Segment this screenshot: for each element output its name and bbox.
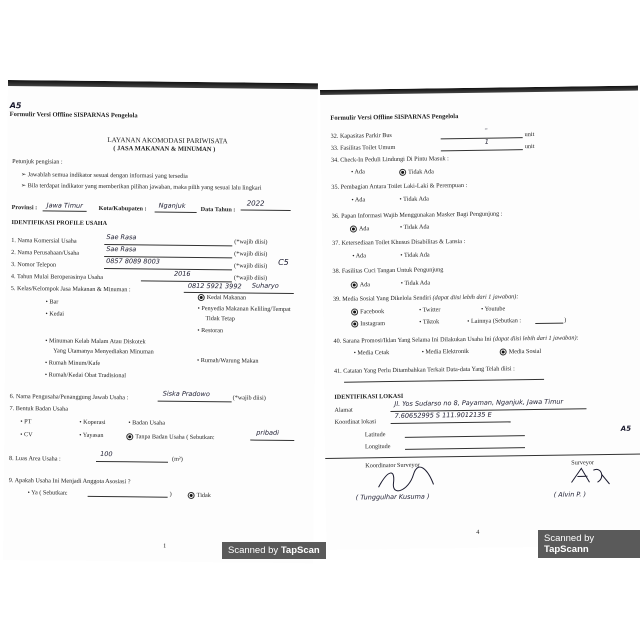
field-label: 1. Nama Komersial Usaha (11, 237, 77, 245)
form-header: Formulir Versi Offline SISPARNAS Pengelola (9, 111, 138, 120)
assoc-yes-option: • Ya ( Sebutkan: (27, 489, 68, 497)
field-value: Sae Rasa (106, 245, 137, 254)
assoc-label: 9. Apakah Usaha Ini Menjadi Anggota Asosiasi ? (8, 477, 131, 486)
scan-edge (320, 86, 638, 95)
field-label: 3. Nomor Telepon (11, 261, 57, 269)
scan-watermark: Scanned by TapScan (222, 542, 326, 559)
latitude-label: Latitude (364, 431, 386, 439)
page-number: 4 (476, 528, 480, 536)
category-option: Yang Utamanya Menyediakan Minuman (53, 347, 154, 356)
q40-option-selected: Media Sosial (500, 348, 542, 356)
category-option: • Rumah/Warung Makan (197, 356, 259, 365)
category-option: • Penyedia Makanan Keliling/Tempat (197, 304, 291, 313)
instruction-item: ➢ Bila terdapat indikator yang memberikan pilihan jawaban, maka pilih yang sesuai lalu lingkari (20, 182, 262, 192)
entity-option-selected: Tanpa Badan Usaha ( Sebutkan: (126, 433, 214, 441)
q32-value: – (484, 124, 488, 133)
field-label: 2. Nama Perusahaan/Usaha (11, 249, 80, 257)
surveyor-name: ( Alvin P. ) (553, 490, 587, 499)
field-suffix: (*wajib diisi) (234, 262, 268, 270)
q34-option-yes: • Ada (351, 168, 365, 176)
area-value: 100 (100, 449, 113, 459)
q39-option-selected: Instagram (351, 320, 385, 328)
q33-value: 1 (484, 137, 489, 146)
q32-unit: unit (524, 131, 535, 139)
form-title: LAYANAN AKOMODASI PARIWISATA (107, 136, 228, 146)
q37-option-yes: • Ada (352, 252, 367, 260)
category-option: • Rumah Minum/Kafe (45, 359, 101, 367)
question-33: 33. Fasilitas Toilet Umum (330, 143, 396, 152)
assoc-no-option-selected: Tidak (188, 492, 211, 499)
category-option-selected: Kedai Makanan (198, 294, 246, 302)
year-label: Data Tahun : (200, 206, 236, 214)
question-37: 37. Ketersediaan Toilet Khusus Disabilitas & Lansia : (332, 237, 466, 247)
entity-option: • Badan Usaha (128, 419, 165, 427)
left-document-page: A5 Formulir Versi Offline SISPARNAS Pengelola LAYANAN AKOMODASI PARIWISATA ( JASA MAKANAN & MINUMAN ) Petunjuk pengisian : ➢ Jawablah semua indikator sesuai dengan informasi yang tersedia ➢ Bila terdapat indikator yang memberikan pilihan jawaban, maka pilih yang sesuai lalu lingkari Provinsi : Jawa Timur Kota/Kabupaten : Nganjuk Data Tahun : 2022 IDENTIFIKASI PROFILE USAHA 1. Nama Komersial Usaha Sae Rasa (*wajib diisi) 2. Nama Perusahaan/Usaha Sae Rasa (*wajib diisi) 3. Nomor Telepon 0857 8089 8003 (*wajib diisi) C5 4. Tahun Mulai Beroperasinya Usaha 2016 (*wajib diisi) 5. Kelas/Kelompok Jasa Makanan & Minuman : 0812 5921 3992 Suharyo • Bar • Kedai • Minuman Kelab Malam Atau Diskotek Yang Utamanya Menyediakan Minuman • Rumah Minum/Kafe • Rumah/Kedai Obat Tradisional Kedai Makanan • Penyedia Makanan Keliling/Tempat Tidak Tetap • Restoran • Rumah/Warung Makan 6. Nama Pengusaha/Penanggung Jawab Usaha : Siska Pradowo (*wajib diisi) 7. Bentuk Badan Usaha • PT • Koperasi • Badan Usaha • CV • Yayasan Tanpa Badan Usaha ( Sebutkan: pribadi 8. Luas Area Usaha : 100 (m²) 9. Apakah Usaha Ini Menjadi Anggota Asosiasi ? • Ya ( Sebutkan: ) Tidak 1 (3, 80, 318, 563)
pic-label: 6. Nama Pengusaha/Penanggung Jawab Usaha : (9, 393, 129, 402)
province-value: Jawa Timur (46, 201, 83, 210)
field-value: 2016 (173, 269, 191, 278)
coordinate-value: 7.60652995 S 111.9012135 E (394, 410, 492, 420)
right-document-page: Formulir Versi Offline SISPARNAS Pengelola 32. Kapasitas Parkir Bus – unit 33. Fasilitas Toilet Umum 1 unit 34. Check-In Peduli Lindungi Di Pintu Masuk : • Ada Tidak Ada 35. Pembagian Antara Toilet Laki-Laki & Perempuan : • Ada • Tidak Ada 36. Papan Informasi Wajib Menggunakan Masker Bagi Pengunjung : Ada • Tidak Ada 37. Ketersediaan Toilet Khusus Disabilitas & Lansia : • Ada • Tidak Ada 38. Fasilitas Cuci Tangan Untuk Pengunjung Ada • Tidak Ada 39. Media Sosial Yang Dikelola Sendiri (dapat diisi lebih dari 1 jawaban): Facebook • Twitter • Youtube Instagram • Tiktok • Lainnya (Sebutkan : ) 40. Sarana Promosi/Iklan Yang Selama Ini Dilakukan Usaha Ini (dapat diisi lebih dari 1 jawaban): • Media Cetak • Media Elektronik Media Sosial 41. Catatan Yang Perlu Ditambahkan Terkait Data-data Yang Telah diisi : IDENTIFIKASI LOKASI Alamat Jl. Yos Sudarso no 8, Payaman, Nganjuk, Jawa Timur Koordinat lokasi 7.60652995 S 111.9012135 E Latitude Longitude A5 Koordinator Surveyor ( Tunggulhar Kusuma ) Surveyor ( Alvin P. ) 4 (320, 86, 640, 550)
question-34: 34. Check-In Peduli Lindungi Di Pintu Masuk : (330, 155, 449, 164)
category-label: 5. Kelas/Kelompok Jasa Makanan & Minuman : (10, 285, 131, 294)
coordinator-label: Koordinator Surveyor (365, 461, 420, 470)
q39-option-selected: Facebook (351, 308, 384, 316)
surveyor-signature (565, 464, 615, 489)
entity-option: • Yayasan (79, 431, 104, 440)
category-option: • Rumah/Kedai Obat Tradisional (44, 371, 127, 380)
corner-mark: A5 (9, 101, 22, 111)
city-label: Kota/Kabupaten : (98, 204, 147, 213)
q38-option-no: • Tidak Ada (400, 279, 431, 287)
q39-option: • Lainnya (Sebutkan : (467, 317, 522, 325)
coordinate-label: Koordinat lokasi (334, 418, 377, 426)
field-value: 0857 8089 8003 (106, 257, 160, 266)
q36-option-yes-selected: Ada (350, 225, 369, 232)
question-41: 41. Catatan Yang Perlu Ditambahkan Terkait Data-data Yang Telah diisi : (333, 365, 515, 375)
q38-option-yes-selected: Ada (351, 281, 370, 288)
coordinator-signature (373, 466, 443, 493)
entity-option: • Koperasi (79, 418, 106, 427)
area-unit: (m²) (172, 455, 183, 463)
coordinator-name: ( Tunggulhar Kusuma ) (355, 492, 430, 502)
entity-option: • PT (20, 418, 32, 426)
city-value: Nganjuk (158, 201, 186, 210)
entity-other-value: pribadi (256, 428, 280, 437)
field-suffix: (*wajib diisi) (234, 250, 268, 258)
section-title: IDENTIFIKASI PROFILE USAHA (11, 219, 108, 228)
category-option: • Bar (45, 298, 59, 306)
area-label: 8. Luas Area Usaha : (8, 455, 61, 463)
q40-option: • Media Cetak (353, 349, 390, 357)
scan-watermark: Scanned by TapScann (538, 530, 640, 558)
category-phone-note: Suharyo (251, 281, 279, 290)
q34-option-no-selected: Tidak Ada (399, 168, 434, 176)
form-subtitle: ( JASA MAKANAN & MINUMAN ) (113, 145, 216, 154)
instruction-item: ➢ Jawablah semua indikator sesuai dengan informasi yang tersedia (20, 171, 188, 180)
category-option: • Kedai (45, 310, 65, 318)
entity-option: • CV (20, 431, 33, 439)
question-39: 39. Media Sosial Yang Dikelola Sendiri (dapat diisi lebih dari 1 jawaban): (332, 293, 519, 303)
q39-option: • Twitter (419, 306, 441, 314)
longitude-label: Longitude (364, 443, 391, 451)
address-label: Alamat (334, 406, 353, 414)
instructions-label: Petunjuk pengisian : (12, 158, 63, 166)
field-label: 4. Tahun Mulai Beroperasinya Usaha (10, 273, 104, 282)
category-option: Tidak Tetap (205, 315, 235, 323)
question-35: 35. Pembagian Antara Toilet Laki-Laki & Perempuan : (331, 181, 468, 191)
question-40: 40. Sarana Promosi/Iklan Yang Selama Ini Dilakukan Usaha Ini (dapat diisi lebih dari 1 jawaban): (333, 334, 579, 345)
location-section-title: IDENTIFIKASI LOKASI (334, 392, 404, 401)
q35-option-no: • Tidak Ada (399, 195, 429, 203)
scan-edge (8, 80, 318, 89)
page-number: 1 (163, 542, 167, 550)
q40-option: • Media Elektronik (421, 347, 469, 356)
field-suffix: (*wajib diisi) (233, 274, 268, 282)
q39-option: • Tiktok (419, 318, 440, 326)
year-value: 2022 (246, 199, 265, 208)
surveyor-label: Surveyor (571, 459, 594, 467)
phone-note: C5 (278, 257, 289, 267)
address-value: Jl. Yos Sudarso no 8, Payaman, Nganjuk, Jawa Timur (394, 397, 564, 408)
entity-label: 7. Bentuk Badan Usaha (9, 405, 69, 413)
category-option: • Restoran (197, 326, 224, 335)
question-32: 32. Kapasitas Parkir Bus (330, 132, 392, 140)
q35-option-yes: • Ada (351, 196, 366, 204)
corner-mark: A5 (620, 424, 632, 433)
field-value: Sae Rasa (106, 233, 137, 242)
field-suffix: (*wajib diisi) (234, 238, 268, 246)
q39-option: • Youtube (481, 305, 506, 313)
pic-suffix: (*wajib diisi) (232, 394, 266, 402)
form-header: Formulir Versi Offline SISPARNAS Pengelola (330, 113, 459, 122)
province-label: Provinsi : (11, 204, 38, 212)
question-36: 36. Papan Informasi Wajib Menggunakan Masker Bagi Pengunjung : (331, 210, 503, 220)
q37-option-no: • Tidak Ada (400, 251, 430, 259)
pic-value: Siska Pradowo (162, 389, 210, 399)
q33-unit: unit (524, 143, 535, 151)
question-38: 38. Fasilitas Cuci Tangan Untuk Pengunjung (332, 266, 444, 275)
category-phone: 0812 5921 3992 (187, 281, 242, 291)
q36-option-no: • Tidak Ada (399, 223, 430, 231)
category-option: • Minuman Kelab Malam Atau Diskotek (45, 337, 146, 346)
